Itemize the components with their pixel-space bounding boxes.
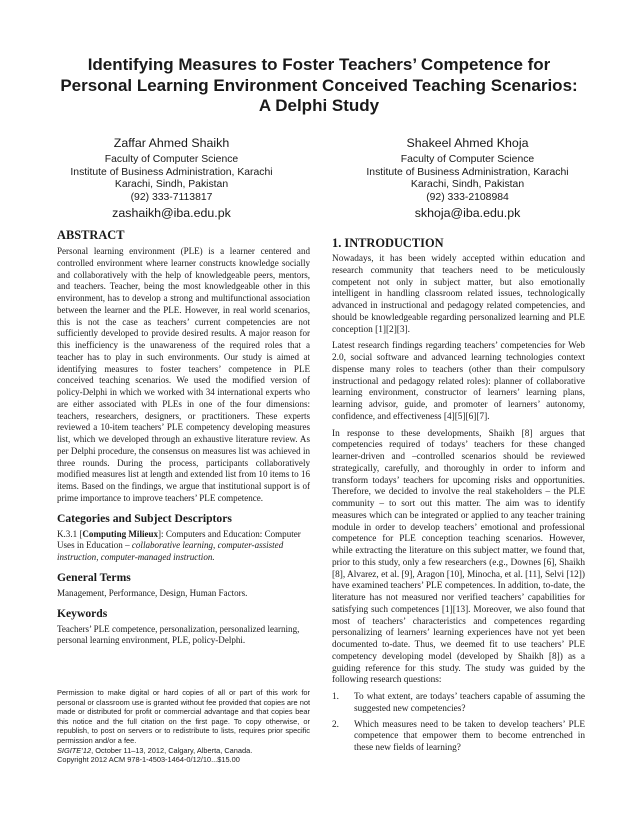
venue-line bbox=[57, 746, 310, 756]
author-city: Karachi, Sindh, Pakistan bbox=[410, 179, 525, 191]
author-department: Faculty of Computer Science bbox=[104, 154, 239, 165]
question-number: 2. bbox=[332, 719, 339, 730]
copyright-line: Copyright 2012 ACM 978-1-4503-1464-0/12/10...$15.00 bbox=[57, 755, 240, 765]
intro-paragraph: Latest research findings regarding teachers’ competencies for Web 2.0, social software and advanced learning technologies context dispense many roles to teachers (other than their compulsory instructional and pedagogy related roles): planner of collaborative learning environment, constructor of learners’ learning plans, learning advisor, guide, and promoter of learners’ autonomy, confidence, and effectiveness [4][5][6][7]. bbox=[332, 341, 585, 422]
right-column bbox=[332, 236, 585, 759]
research-questions bbox=[332, 692, 585, 755]
categories-heading: Categories and Subject Descriptors bbox=[57, 511, 232, 525]
venue-details: , October 11–13, 2012, Calgary, Alberta, Canada. bbox=[91, 745, 253, 755]
question-number: 1. bbox=[332, 692, 339, 702]
author-name: Zaffar Ahmed Shaikh bbox=[113, 136, 230, 150]
author-city: Karachi, Sindh, Pakistan bbox=[114, 179, 229, 191]
ccs-italic: collaborative learning, computer-assisted instruction, computer-managed instruction. bbox=[57, 540, 284, 563]
research-question bbox=[332, 692, 585, 716]
author-phone: (92) 333-2108984 bbox=[426, 191, 509, 203]
author-email[interactable]: zashaikh@iba.edu.pk bbox=[112, 206, 231, 221]
research-question bbox=[332, 720, 585, 755]
question-text: Which measures need to be taken to develop teachers’ PLE competence that empower them to become entrenched in these new fields of learning? bbox=[354, 719, 585, 753]
author-email[interactable]: skhoja@iba.edu.pk bbox=[414, 206, 521, 221]
introduction-heading: 1. INTRODUCTION bbox=[332, 236, 444, 250]
author-name: Shakeel Ahmed Khoja bbox=[406, 136, 529, 150]
left-column bbox=[57, 228, 310, 651]
venue-name: SIGITE’12 bbox=[57, 745, 92, 755]
author-institution: Institute of Business Administration, Karachi bbox=[366, 166, 569, 178]
keywords-text: Teachers’ PLE competence, personalization, personalized learning, personal learning environment, PLE, policy-Delphi. bbox=[57, 623, 300, 646]
ccs-bold: Computing Milieux bbox=[82, 528, 159, 539]
intro-paragraph: In response to these developments, Shaikh [8] argues that competencies required of todays’ teachers for these changed learner-driven and –controlled scenarios should be reviewed strategically, carefully, and thoroughly in order to inform and transform todays’ teachers for upcoming risks and opportunities. Therefore, we decided to involve the real stakeholders – the PLE community – to sort out this matter. The aim was to identify measures which can be integrated or applied to any teacher training module in order to develop teachers’ emotional and professional competence for PLE conception teaching scenarios. However, while extracting the literature on this subject matter, we found that, prior to this study, only a few researchers (e.g., Downes [6], Shaikh [8], Alvarez, et al. [9], Aragon [10], Minocha, et al. [11], Selvi [12]) have examined teachers’ PLE competences. In addition, to-date, the literature has not measured nor verified teachers’ capabilities for satisfying such competences [1][13]. Moreover, we also found that most of teachers’ characteristics and competences regarding personalizing of learners’ learning experiences have not yet been documented to-date. Thus, we deemed fit to use teachers’ PLE competency developing model (developed by Shaikh [8]) as a guiding reference for this study. The study was guided by the following research questions: bbox=[332, 428, 585, 686]
author-block-1 bbox=[34, 135, 309, 222]
abstract-heading: ABSTRACT bbox=[57, 228, 125, 242]
author-institution: Institute of Business Administration, Karachi bbox=[70, 166, 273, 178]
abstract-text: Personal learning environment (PLE) is a learner centered and controlled environment where learner constructs knowledge socially and collaboratively with the help of knowledgeable peers, mentors, and teachers. Teacher, being the most knowledgeable other in this environment, has to develop a strong and multifunctional association between the learner and the PLE. However, in real world scenarios, this is not the case as teachers’ current competencies are not sufficiently developed to provide desired results. A major reason for this inefficiency is the unawareness of the required roles that a teacher has to play in such environments. Our study is aimed at identifying measures to foster teachers’ competence in PLE conceived teaching scenarios. We used the modified version of policy-Delphi in which we worked with 34 international experts who are either associated with PLEs in one of the four dimensions: teachers, researchers, designers, or practitioners. These experts reviewed a 10-item teachers’ PLE competency developing measures list, which we developed through an exhaustive literature review. As per Delphi procedure, the consensus on measures list was achieved in three rounds. During the process, participants collaboratively modified measures list at length and extended list from 10 items to 16 items. Based on the findings, we argue that institutional support is of prime importance to improve teachers’ PLE competence. bbox=[57, 246, 310, 503]
categories-text bbox=[57, 529, 310, 564]
permission-text: Permission to make digital or hard copies of all or part of this work for personal or classroom use is granted without fee provided that copies are not made or distributed for profit or commercial advantage and that copies bear this notice and the full citation on the first page. To copy otherwise, or republish, to post on servers or to redistribute to lists, requires prior specific permission and/or a fee. bbox=[57, 688, 310, 745]
author-department: Faculty of Computer Science bbox=[400, 154, 535, 165]
author-phone: (92) 333-7113817 bbox=[130, 191, 213, 203]
intro-paragraph: Nowadays, it has been widely accepted within education and research community that teachers need to be meticulously competent not only in subject matter, but also emotionally intelligent in handling classroom related issues, technologically advanced in instructional and pedagogy related competencies, and should be knowledgeable regarding personalized learning and PLE conception [1][2][3]. bbox=[332, 254, 585, 335]
ccs-code: K.3.1 [ bbox=[57, 528, 83, 539]
permission-notice bbox=[57, 688, 310, 765]
keywords-heading: Keywords bbox=[57, 606, 108, 620]
general-terms-heading: General Terms bbox=[57, 570, 131, 584]
paper-title: Identifying Measures to Foster Teachers’ Competence for Personal Learning Environment Conceived Teaching Scenarios: A Delphi Study bbox=[60, 55, 578, 115]
general-terms-text: Management, Performance, Design, Human Factors. bbox=[57, 587, 248, 598]
question-text: To what extent, are todays’ teachers capable of assuming the suggested new competencies? bbox=[354, 692, 585, 714]
ccs-plain: ]: Computers and Education: Computer Uses in Education – bbox=[57, 528, 301, 551]
author-block-2 bbox=[330, 135, 605, 222]
